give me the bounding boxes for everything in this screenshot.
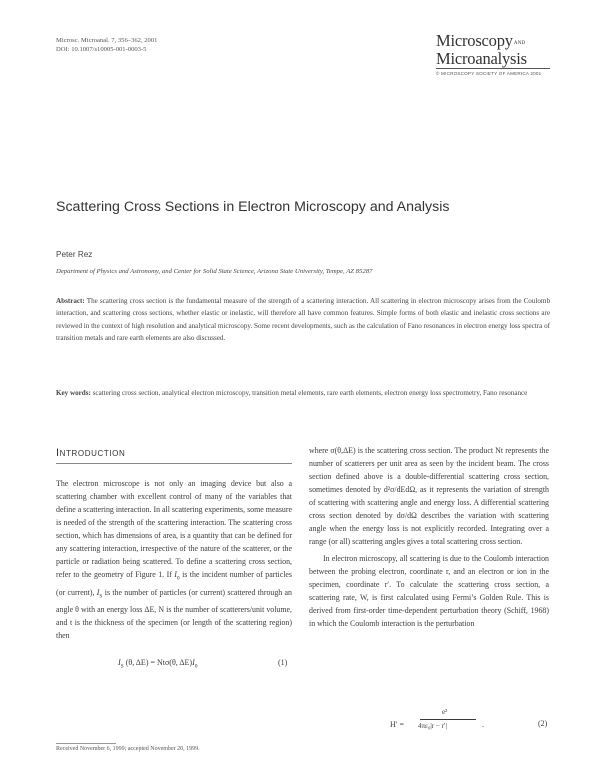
- keywords: [56, 387, 550, 399]
- equation-2-denominator: 4πε₀|r − r′|: [418, 722, 447, 730]
- section-rule: [56, 463, 292, 464]
- fraction-bar: [420, 719, 476, 720]
- received-date: Received November 6, 1999; accepted November 20, 1999.: [56, 746, 200, 752]
- equation-2-lhs: H′ =: [390, 720, 405, 729]
- logo-word-microanalysis: Microanalysis: [436, 49, 527, 68]
- equation-1: $I_S$ (θ, ΔE) = Ntσ(θ, $\Delta E)I_0$: [118, 658, 198, 670]
- section-heading-introduction: Introduction: [56, 447, 126, 459]
- equation-2-period: .: [482, 720, 484, 729]
- author-name: Peter Rez: [56, 250, 93, 259]
- author-affiliation: Department of Physics and Astronomy, and Center for Solid State Science, Arizona State University, Tempe, AZ 85287: [56, 268, 373, 275]
- equation-1-number: (1): [278, 658, 288, 667]
- equation-2-number: (2): [538, 719, 548, 728]
- copyright-line: © MICROSCOPY SOCIETY OF AMERICA 2001: [436, 71, 542, 76]
- article-title: Scattering Cross Sections in Electron Microscopy and Analysis: [56, 199, 450, 215]
- keywords-text: scattering cross section, analytical electron microscopy, transition metal elements, rare earth elements, electron energy loss spectrometry, Fano resonance: [92, 389, 528, 397]
- footnote-rule: [56, 743, 116, 744]
- right-paragraph-2: In electron microscopy, all scattering is due to the Coulomb interaction between the probing electron, coordinate r, and an electron or ion in the specimen, coordinate r′. To calculate the scattering cross section, a scattering rate, W, is first calculated using Fermi’s Golden Rule. This is derived from first-order time-dependent perturbation theory (Schiff, 1968) in which the Coulomb interaction is the perturbation: [309, 554, 549, 628]
- journal-citation: [56, 36, 157, 54]
- right-paragraph-1: where σ(θ,ΔE) is the scattering cross section. The product Nt represents the number of scatterers per unit area as seen by the incident beam. The cross section defined above is a double-differential scattering cross section, sometimes denoted by d²σ/dEdΩ, as it represents the variation of strength of scattering with scattering angle and energy loss. A differential scattering cross section denoted by dσ/dΩ describes the variation with scattering angle when the energy loss is not explicitly recorded. Integrating over a range (or all) scattering angles gives a total scattering cross section.: [309, 446, 549, 546]
- abstract-label: Abstract:: [56, 297, 85, 305]
- right-column: [309, 444, 549, 630]
- equation-2-numerator: e²: [442, 708, 448, 716]
- keywords-label: Key words:: [56, 389, 91, 397]
- abstract: [56, 295, 550, 345]
- abstract-text: The scattering cross section is the fundamental measure of the strength of a scattering interaction. All scattering in electron microscopy arises from the Coulomb interaction, and scattering cross sections, whether elastic or inelastic, will therefore all have common features. Simple forms of both elastic and inelastic cross sections are reviewed in the context of high resolution and analytical microscopy. Some recent developments, such as the calculation of Fano resonances in electron energy loss spectra of transition metals and rare earth elements are also discussed.: [56, 297, 550, 343]
- logo-divider: [436, 68, 550, 69]
- logo-and: AND: [513, 41, 526, 46]
- logo-word-microscopy: Microscopy: [436, 31, 513, 50]
- journal-logo: [436, 33, 527, 66]
- intro-paragraph: The electron microscope is not only an imaging device but also a scattering chamber with excellent control of many of the variables that define a scattering interaction. In all scattering experiments, some measure is needed of the strength of the scattering interaction. The scattering cross section, which has dimensions of area, is a quantity that can be defined for any scattering interaction, irrespective of the nature of the scatterer, or the particle or radiation being scattered. To define a scattering cross section, refer to the geometry of Figure 1. If $I_0$ is the incident number of particles (or current), $I_S$ is the number of particles (or current) scattered through an angle θ with an energy loss ΔE, N is the number of scatterers/unit volume, and t is the thickness of the specimen (or length of the scattering region) then: [56, 479, 292, 641]
- doi-line: DOI: 10.1007/s10005-001-0003-5: [56, 46, 147, 53]
- citation-line: Microsc. Microanal. 7, 356–362, 2001: [56, 37, 158, 44]
- equation-2: [390, 708, 520, 736]
- left-column: [56, 477, 292, 642]
